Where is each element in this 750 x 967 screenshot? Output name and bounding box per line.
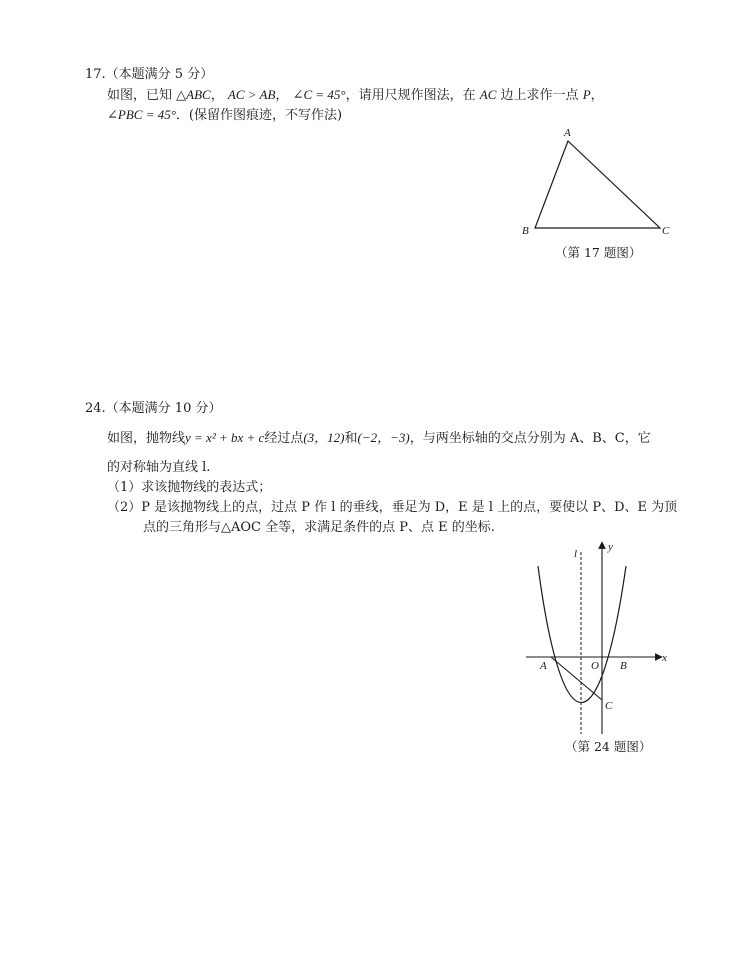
q24-label-y: y	[608, 541, 613, 553]
q17-angle-pbc: ∠PBC = 45°	[107, 107, 176, 122]
q17-text: ，请用尺规作图法，在	[345, 88, 476, 103]
q17-text: ．(保留作图痕迹，不写作法)	[175, 108, 343, 123]
q17-text: 边上求作一点	[500, 88, 579, 103]
q24-parabola-curve	[538, 566, 626, 703]
q17-figure-caption: （第 17 题图）	[555, 245, 642, 260]
q24-label-b: B	[620, 660, 627, 672]
q24-text: 如图，抛物线	[107, 431, 186, 446]
q17-triangle-abc: △ABC	[176, 87, 211, 102]
q24-point-1: (3，12)	[303, 430, 345, 445]
q24-part2-line2: 点的三角形与△AOC 全等，求满足条件的点 P、点 E 的坐标.	[143, 520, 495, 535]
q24-point-2: (−2，−3)	[357, 430, 410, 445]
q24-figure-caption: （第 24 题图）	[565, 739, 652, 754]
q17-text: 如图，已知	[107, 88, 173, 103]
q17-triangle-shape	[535, 141, 660, 228]
q24-label-a: A	[540, 660, 547, 672]
q17-point-p: P	[582, 87, 591, 102]
q24-text: 经过点	[264, 431, 304, 446]
q24-parabola-figure	[520, 538, 670, 738]
q17-vertex-b-label: B	[522, 225, 529, 237]
q24-label-o: O	[591, 660, 599, 672]
q24-intro-line1	[107, 429, 651, 448]
q17-text: ，	[210, 88, 224, 103]
q17-side-ac: AC	[479, 87, 497, 102]
q24-part1: （1）求该抛物线的表达式；	[107, 480, 272, 495]
q17-condition-ac-gt-ab: AC > AB	[227, 87, 276, 102]
q17-triangle-figure	[515, 123, 675, 238]
q24-header: 24.（本题满分 10 分）	[85, 401, 222, 416]
q24-label-c: C	[605, 700, 613, 712]
q17-text: ，	[590, 88, 604, 103]
q24-label-x: x	[662, 652, 667, 664]
q24-text: 和	[344, 431, 358, 446]
q17-header: 17.（本题满分 5 分）	[85, 67, 214, 82]
q17-condition-angle-c: ∠C = 45°	[292, 87, 346, 102]
q24-intro-line2: 的对称轴为直线 l.	[107, 460, 211, 475]
q24-parabola-equation: y = x² + bx + c	[185, 430, 265, 445]
q17-statement-line1	[107, 86, 604, 105]
q24-label-l: l	[574, 548, 578, 560]
q24-text: ，与两坐标轴的交点分别为 A、B、C，它	[409, 431, 651, 446]
q17-text: ，	[275, 88, 289, 103]
q24-part2-line1: （2）P 是该抛物线上的点，过点 P 作 l 的垂线，垂足为 D，E 是 l 上的点，要使以 P、D、E 为顶	[107, 500, 678, 515]
q17-vertex-a-label: A	[564, 127, 571, 139]
q17-vertex-c-label: C	[662, 225, 670, 237]
q17-statement-line2	[107, 106, 342, 125]
